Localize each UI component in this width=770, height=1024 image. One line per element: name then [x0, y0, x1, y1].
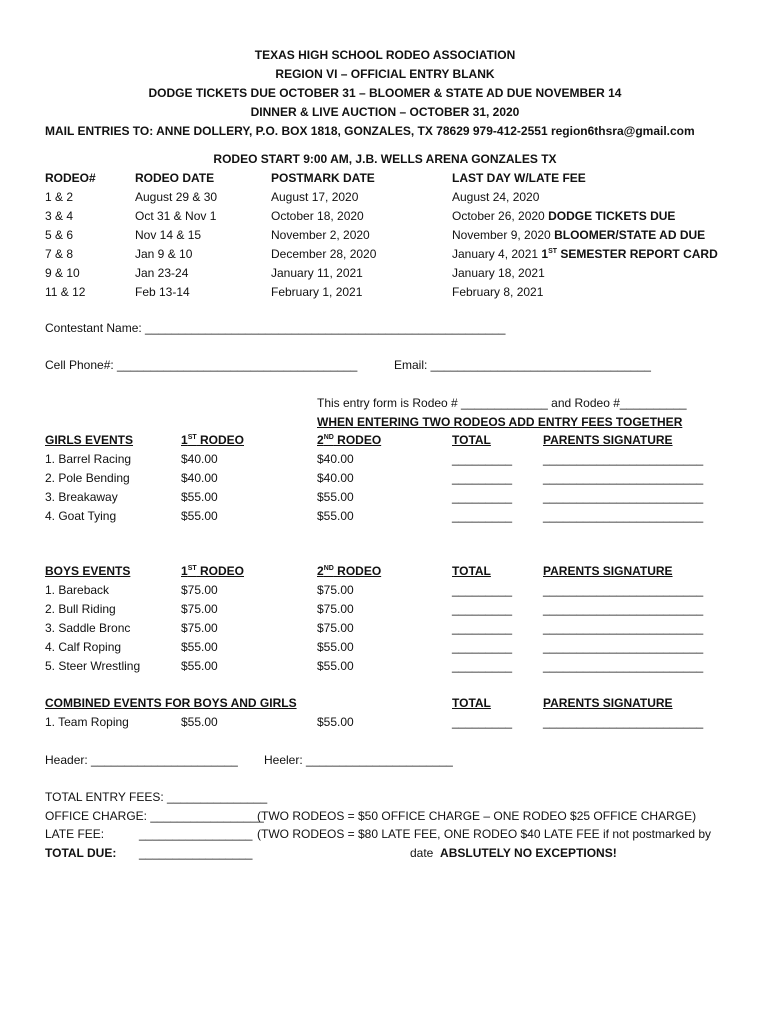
total-due-field[interactable]: _________________: [139, 846, 253, 860]
late-fee-note: (TWO RODEOS = $80 LATE FEE, ONE RODEO $40 LATE FEE if not postmarked by: [257, 827, 712, 841]
event-total-field[interactable]: _________: [452, 471, 513, 485]
schedule-rodeo-number: 9 & 10: [45, 266, 80, 280]
second-rodeo-fee: $40.00: [317, 471, 354, 485]
parents-signature-field[interactable]: ________________________: [543, 715, 704, 729]
schedule-postmark-date: January 11, 2021: [271, 266, 363, 280]
second-rodeo-fee: $55.00: [317, 640, 354, 654]
total-due-label: TOTAL DUE:: [45, 846, 117, 860]
schedule-rodeo-date: August 29 & 30: [135, 190, 218, 204]
schedule-postmark-date: December 28, 2020: [271, 247, 377, 261]
parents-signature-field[interactable]: ________________________: [543, 621, 704, 635]
schedule-header-postmark: POSTMARK DATE: [271, 171, 375, 185]
event-total-field[interactable]: _________: [452, 659, 513, 673]
office-charge-note: (TWO RODEOS = $50 OFFICE CHARGE – ONE RODEO $25 OFFICE CHARGE): [257, 809, 697, 823]
association-title: TEXAS HIGH SCHOOL RODEO ASSOCIATION: [254, 48, 516, 62]
first-rodeo-column-header: 1ST RODEO: [181, 564, 244, 578]
schedule-rodeo-number: 11 & 12: [45, 285, 86, 299]
first-rodeo-fee: $40.00: [181, 471, 218, 485]
second-rodeo-column-header: 2ND RODEO: [317, 564, 382, 578]
parents-signature-column-header: PARENTS SIGNATURE: [543, 433, 673, 447]
schedule-due-note: BLOOMER/STATE AD DUE: [554, 228, 706, 242]
schedule-postmark-date: August 17, 2020: [271, 190, 359, 204]
two-rodeos-note: WHEN ENTERING TWO RODEOS ADD ENTRY FEES TOGETHER: [317, 415, 683, 429]
boys-events-title: BOYS EVENTS: [45, 564, 131, 578]
second-rodeo-column-header: 2ND RODEO: [317, 433, 382, 447]
schedule-last-day: August 24, 2020: [452, 190, 540, 204]
girls-events-title: GIRLS EVENTS: [45, 433, 134, 447]
parents-signature-column-header: PARENTS SIGNATURE: [543, 696, 673, 710]
event-total-field[interactable]: _________: [452, 602, 513, 616]
event-total-field[interactable]: _________: [452, 490, 513, 504]
parents-signature-field[interactable]: ________________________: [543, 659, 704, 673]
parents-signature-field[interactable]: ________________________: [543, 509, 704, 523]
mail-entries-line: MAIL ENTRIES TO: ANNE DOLLERY, P.O. BOX 1818, GONZALES, TX 78629 979-412-2551 region6thsra@gmail.com: [45, 124, 695, 138]
first-rodeo-fee: $55.00: [181, 509, 218, 523]
rodeo-start-line: RODEO START 9:00 AM, J.B. WELLS ARENA GONZALES TX: [213, 152, 557, 166]
cell-phone-field[interactable]: Cell Phone#: ____________________________________: [45, 358, 358, 372]
late-fee-field[interactable]: _________________: [139, 827, 253, 841]
second-rodeo-fee: $75.00: [317, 583, 354, 597]
schedule-rodeo-number: 3 & 4: [45, 209, 74, 223]
heeler-partner-field[interactable]: Heeler: ______________________: [264, 753, 453, 767]
schedule-header-date: RODEO DATE: [135, 171, 215, 185]
event-name: 1. Barrel Racing: [45, 452, 132, 466]
first-rodeo-fee: $55.00: [181, 659, 218, 673]
schedule-rodeo-date: Oct 31 & Nov 1: [135, 209, 217, 223]
auction-line: DINNER & LIVE AUCTION – OCTOBER 31, 2020: [250, 105, 520, 119]
event-name: 4. Calf Roping: [45, 640, 122, 654]
event-name: 2. Pole Bending: [45, 471, 130, 485]
schedule-rodeo-date: Jan 23-24: [135, 266, 189, 280]
first-rodeo-fee: $40.00: [181, 452, 218, 466]
second-rodeo-fee: $75.00: [317, 602, 354, 616]
schedule-rodeo-number: 5 & 6: [45, 228, 74, 242]
event-total-field[interactable]: _________: [452, 640, 513, 654]
schedule-rodeo-date: Nov 14 & 15: [135, 228, 202, 242]
parents-signature-field[interactable]: ________________________: [543, 602, 704, 616]
second-rodeo-fee: $55.00: [317, 659, 354, 673]
due-dates-line: DODGE TICKETS DUE OCTOBER 31 – BLOOMER & STATE AD DUE NOVEMBER 14: [148, 86, 622, 100]
parents-signature-field[interactable]: ________________________: [543, 490, 704, 504]
combined-events-title: COMBINED EVENTS FOR BOYS AND GIRLS: [45, 696, 297, 710]
email-field[interactable]: Email: _________________________________: [394, 358, 651, 372]
first-rodeo-fee: $55.00: [181, 640, 218, 654]
late-fee-note-continued: date ABSLUTELY NO EXCEPTIONS!: [410, 846, 617, 860]
first-rodeo-fee: $75.00: [181, 621, 218, 635]
schedule-rodeo-number: 1 & 2: [45, 190, 74, 204]
entry-rodeo-numbers-field[interactable]: This entry form is Rodeo # _____________ and Rodeo #__________: [317, 396, 687, 410]
schedule-last-day: February 8, 2021: [452, 285, 544, 299]
schedule-last-day: November 9, 2020 BLOOMER/STATE AD DUE: [452, 228, 706, 242]
office-charge-field[interactable]: OFFICE CHARGE: _________________: [45, 809, 264, 823]
event-name: 3. Saddle Bronc: [45, 621, 131, 635]
total-column-header: TOTAL: [452, 433, 491, 447]
first-rodeo-fee: $55.00: [181, 490, 218, 504]
schedule-header-rodeo: RODEO#: [45, 171, 96, 185]
total-column-header: TOTAL: [452, 696, 491, 710]
total-column-header: TOTAL: [452, 564, 491, 578]
schedule-postmark-date: November 2, 2020: [271, 228, 370, 242]
total-entry-fees-field[interactable]: TOTAL ENTRY FEES: _______________: [45, 790, 268, 804]
form-title: REGION VI – OFFICIAL ENTRY BLANK: [275, 67, 495, 81]
schedule-last-day: January 4, 2021 1ST SEMESTER REPORT CARD: [452, 247, 718, 261]
second-rodeo-fee: $55.00: [317, 715, 354, 729]
second-rodeo-fee: $55.00: [317, 490, 354, 504]
schedule-postmark-date: October 18, 2020: [271, 209, 364, 223]
schedule-header-last-day: LAST DAY W/LATE FEE: [452, 171, 586, 185]
event-name: 4. Goat Tying: [45, 509, 117, 523]
parents-signature-field[interactable]: ________________________: [543, 471, 704, 485]
event-total-field[interactable]: _________: [452, 583, 513, 597]
schedule-rodeo-number: 7 & 8: [45, 247, 74, 261]
parents-signature-field[interactable]: ________________________: [543, 583, 704, 597]
event-name: 2. Bull Riding: [45, 602, 116, 616]
event-total-field[interactable]: _________: [452, 715, 513, 729]
second-rodeo-fee: $75.00: [317, 621, 354, 635]
schedule-due-note: DODGE TICKETS DUE: [548, 209, 676, 223]
parents-signature-column-header: PARENTS SIGNATURE: [543, 564, 673, 578]
contestant-name-field[interactable]: Contestant Name: ______________________________________________________: [45, 321, 506, 335]
event-total-field[interactable]: _________: [452, 509, 513, 523]
first-rodeo-fee: $75.00: [181, 602, 218, 616]
schedule-rodeo-date: Feb 13-14: [135, 285, 190, 299]
schedule-last-day: January 18, 2021: [452, 266, 545, 280]
schedule-due-note: 1ST SEMESTER REPORT CARD: [541, 247, 718, 261]
header-partner-field[interactable]: Header: ______________________: [45, 753, 238, 767]
event-name: 5. Steer Wrestling: [45, 659, 141, 673]
late-fee-label: LATE FEE:: [45, 827, 105, 841]
schedule-rodeo-date: Jan 9 & 10: [135, 247, 193, 261]
event-total-field[interactable]: _________: [452, 621, 513, 635]
parents-signature-field[interactable]: ________________________: [543, 452, 704, 466]
parents-signature-field[interactable]: ________________________: [543, 640, 704, 654]
second-rodeo-fee: $55.00: [317, 509, 354, 523]
first-rodeo-fee: $55.00: [181, 715, 218, 729]
event-total-field[interactable]: _________: [452, 452, 513, 466]
event-name: 1. Team Roping: [45, 715, 129, 729]
first-rodeo-column-header: 1ST RODEO: [181, 433, 244, 447]
schedule-postmark-date: February 1, 2021: [271, 285, 363, 299]
first-rodeo-fee: $75.00: [181, 583, 218, 597]
second-rodeo-fee: $40.00: [317, 452, 354, 466]
event-name: 1. Bareback: [45, 583, 110, 597]
event-name: 3. Breakaway: [45, 490, 118, 504]
schedule-last-day: October 26, 2020 DODGE TICKETS DUE: [452, 209, 676, 223]
